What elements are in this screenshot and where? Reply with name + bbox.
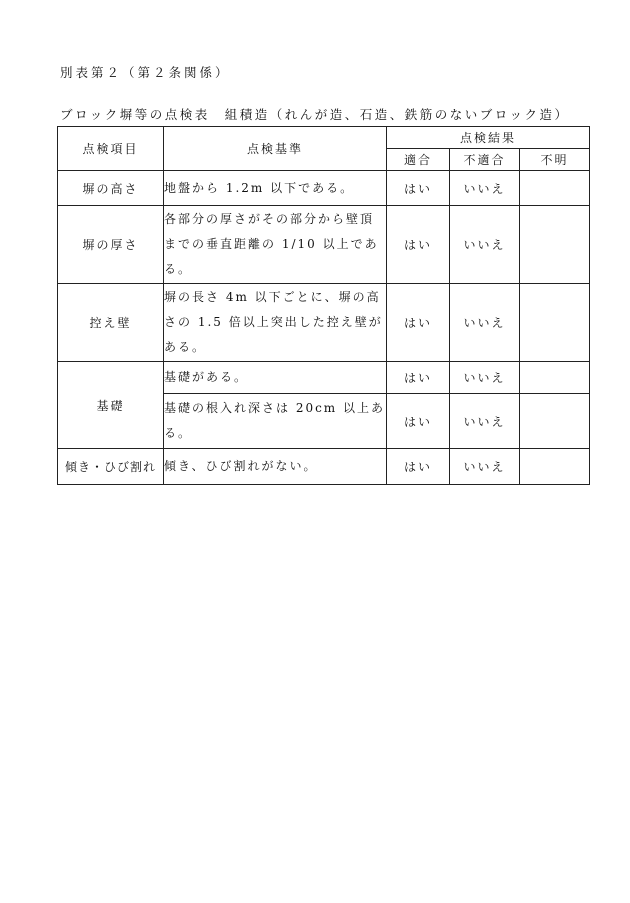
- row-item: 傾き・ひび割れ: [58, 449, 164, 485]
- row-criteria: 塀の長さ 4m 以下ごとに、塀の高さの 1.5 倍以上突出した控え壁がある。: [164, 284, 387, 362]
- answer-unknown[interactable]: [520, 362, 590, 394]
- answer-unknown[interactable]: [520, 284, 590, 362]
- header-ng: 不適合: [450, 149, 520, 171]
- header-ok: 適合: [387, 149, 450, 171]
- answer-unknown[interactable]: [520, 171, 590, 206]
- table-row: [58, 171, 590, 206]
- row-criteria: 地盤から 1.2m 以下である。: [164, 171, 387, 206]
- answer-unknown[interactable]: [520, 449, 590, 485]
- document-heading: 別表第２（第２条関係）: [60, 65, 231, 80]
- table-row: [58, 362, 590, 394]
- answer-no[interactable]: いいえ: [450, 394, 520, 449]
- row-criteria: 基礎の根入れ深さは 20cm 以上ある。: [164, 394, 387, 449]
- answer-yes[interactable]: はい: [387, 449, 450, 485]
- row-item: 控え壁: [58, 284, 164, 362]
- table-row: [58, 206, 590, 284]
- answer-no[interactable]: いいえ: [450, 362, 520, 394]
- table-header-row: [58, 127, 590, 149]
- answer-no[interactable]: いいえ: [450, 171, 520, 206]
- answer-unknown[interactable]: [520, 206, 590, 284]
- header-criteria: 点検基準: [164, 127, 387, 171]
- answer-yes[interactable]: はい: [387, 171, 450, 206]
- answer-no[interactable]: いいえ: [450, 206, 520, 284]
- header-item: 点検項目: [58, 127, 164, 171]
- table-row: [58, 284, 590, 362]
- inspection-table: [57, 126, 590, 485]
- answer-yes[interactable]: はい: [387, 284, 450, 362]
- answer-yes[interactable]: はい: [387, 394, 450, 449]
- answer-no[interactable]: いいえ: [450, 284, 520, 362]
- row-criteria: 各部分の厚さがその部分から壁頂までの垂直距離の 1/10 以上である。: [164, 206, 387, 284]
- table-caption: ブロック塀等の点検表 組積造（れんが造、石造、鉄筋のないブロック造）: [60, 107, 570, 122]
- answer-unknown[interactable]: [520, 394, 590, 449]
- answer-yes[interactable]: はい: [387, 362, 450, 394]
- row-item: 塀の高さ: [58, 171, 164, 206]
- answer-yes[interactable]: はい: [387, 206, 450, 284]
- header-result: 点検結果: [387, 127, 590, 149]
- row-criteria: 基礎がある。: [164, 362, 387, 394]
- header-unknown: 不明: [520, 149, 590, 171]
- table-row: [58, 449, 590, 485]
- row-criteria: 傾き、ひび割れがない。: [164, 449, 387, 485]
- answer-no[interactable]: いいえ: [450, 449, 520, 485]
- row-item: 塀の厚さ: [58, 206, 164, 284]
- row-item: 基礎: [58, 362, 164, 449]
